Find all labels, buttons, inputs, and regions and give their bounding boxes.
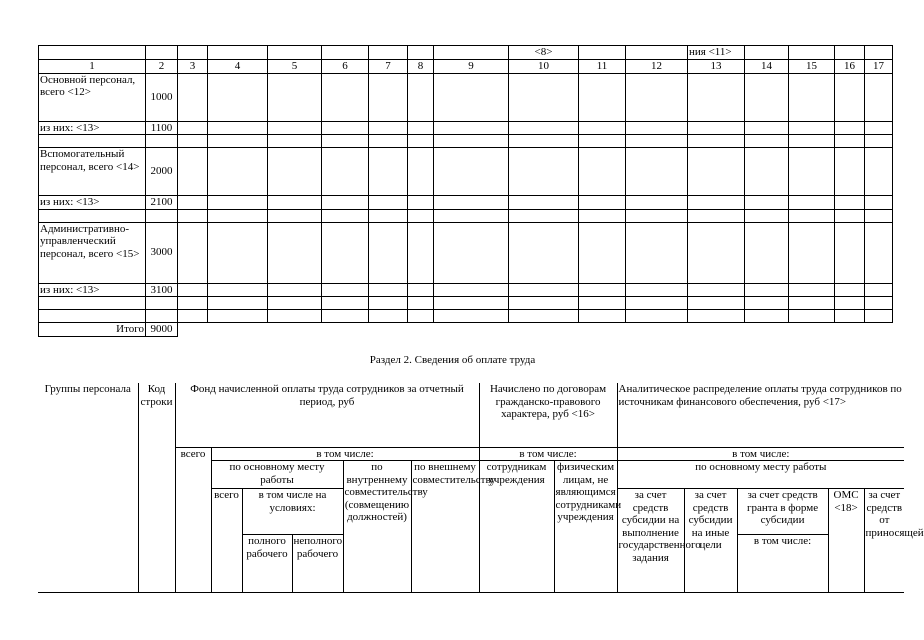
- payroll-table: [38, 383, 924, 593]
- section-title: Раздел 2. Сведения об оплате труда: [369, 354, 536, 366]
- row-code: 2000: [146, 148, 178, 196]
- total-header-2: всего: [211, 489, 242, 593]
- individuals-header: физическим лицам, не являющимся сотрудниками учреждения: [554, 461, 617, 593]
- row-code: 1000: [146, 73, 178, 121]
- staff-table: [38, 45, 893, 337]
- row-code: 2100: [146, 196, 178, 210]
- table-row: [39, 196, 893, 210]
- grant-incl-header: в том числе:: [737, 535, 828, 593]
- table-row: [39, 283, 893, 297]
- row-label: из них: <13>: [39, 196, 146, 210]
- incl-header-2: в том числе:: [479, 447, 617, 461]
- row-code: 3000: [146, 222, 178, 283]
- table-row: [39, 121, 893, 135]
- full-time-header: полного рабочего: [242, 535, 292, 593]
- header-note-8: <8>: [509, 46, 579, 60]
- internal-header: по внутреннему совместительству (совмещению должностей): [343, 461, 411, 593]
- row-label: Вспомогательный персонал, всего <14>: [39, 148, 146, 196]
- table-row: [39, 222, 893, 283]
- main-place-header: по основному месту работы: [211, 461, 343, 489]
- analytic-header: Аналитическое распределение оплаты труда сотрудников по источникам финансового обеспечения, руб <17>: [617, 383, 904, 447]
- fund-header: Фонд начисленной оплаты труда сотрудников за отчетный период, руб: [175, 383, 479, 447]
- row-label: из них: <13>: [39, 283, 146, 297]
- row-label: Административно-управленческий персонал, всего <15>: [39, 222, 146, 283]
- accrued-header: Начислено по договорам гражданско-правового характера, руб <16>: [479, 383, 617, 447]
- groups-header: Группы персонала: [38, 383, 138, 593]
- blank-row: [39, 209, 893, 222]
- income-header: за счет средств от приносящей: [864, 489, 904, 593]
- employees-header: сотрудникам учреждения: [479, 461, 554, 593]
- table-row: [39, 73, 893, 121]
- blank-row: [39, 310, 893, 323]
- on-terms-header: в том числе на условиях:: [242, 489, 343, 535]
- external-header: по внешнему совместительству: [411, 461, 479, 593]
- blank-row: [39, 297, 893, 310]
- table-row: [39, 148, 893, 196]
- total-header: всего: [175, 447, 211, 593]
- incl-header-3: в том числе:: [617, 447, 904, 461]
- grant-header: за счет средств гранта в форме субсидии: [737, 489, 828, 535]
- row-label: из них: <13>: [39, 121, 146, 135]
- header-note-11: ния <11>: [688, 46, 745, 60]
- incl-header-1: в том числе:: [211, 447, 479, 461]
- row-label: Основной персонал, всего <12>: [39, 73, 146, 121]
- oms-header: ОМС <18>: [828, 489, 864, 593]
- main-place-header-2: по основному месту работы: [617, 461, 904, 489]
- total-label: Итого: [39, 323, 146, 337]
- column-numbers-row: 1 2 3 4 5 6 7 8 9 10 11 12 13 14 15 16 17: [39, 60, 893, 74]
- code-header: Код строки: [138, 383, 175, 593]
- subsidy-state-header: за счет средств субсидии на выполнение государственного задания: [617, 489, 684, 593]
- subsidy-other-header: за счет средств субсидии на иные цели: [684, 489, 737, 593]
- total-row: [39, 323, 893, 337]
- row-code: 1100: [146, 121, 178, 135]
- row-code: 3100: [146, 283, 178, 297]
- blank-row: [39, 135, 893, 148]
- part-time-header: неполного рабочего: [292, 535, 343, 593]
- header-cell: [39, 46, 146, 60]
- total-code: 9000: [146, 323, 178, 337]
